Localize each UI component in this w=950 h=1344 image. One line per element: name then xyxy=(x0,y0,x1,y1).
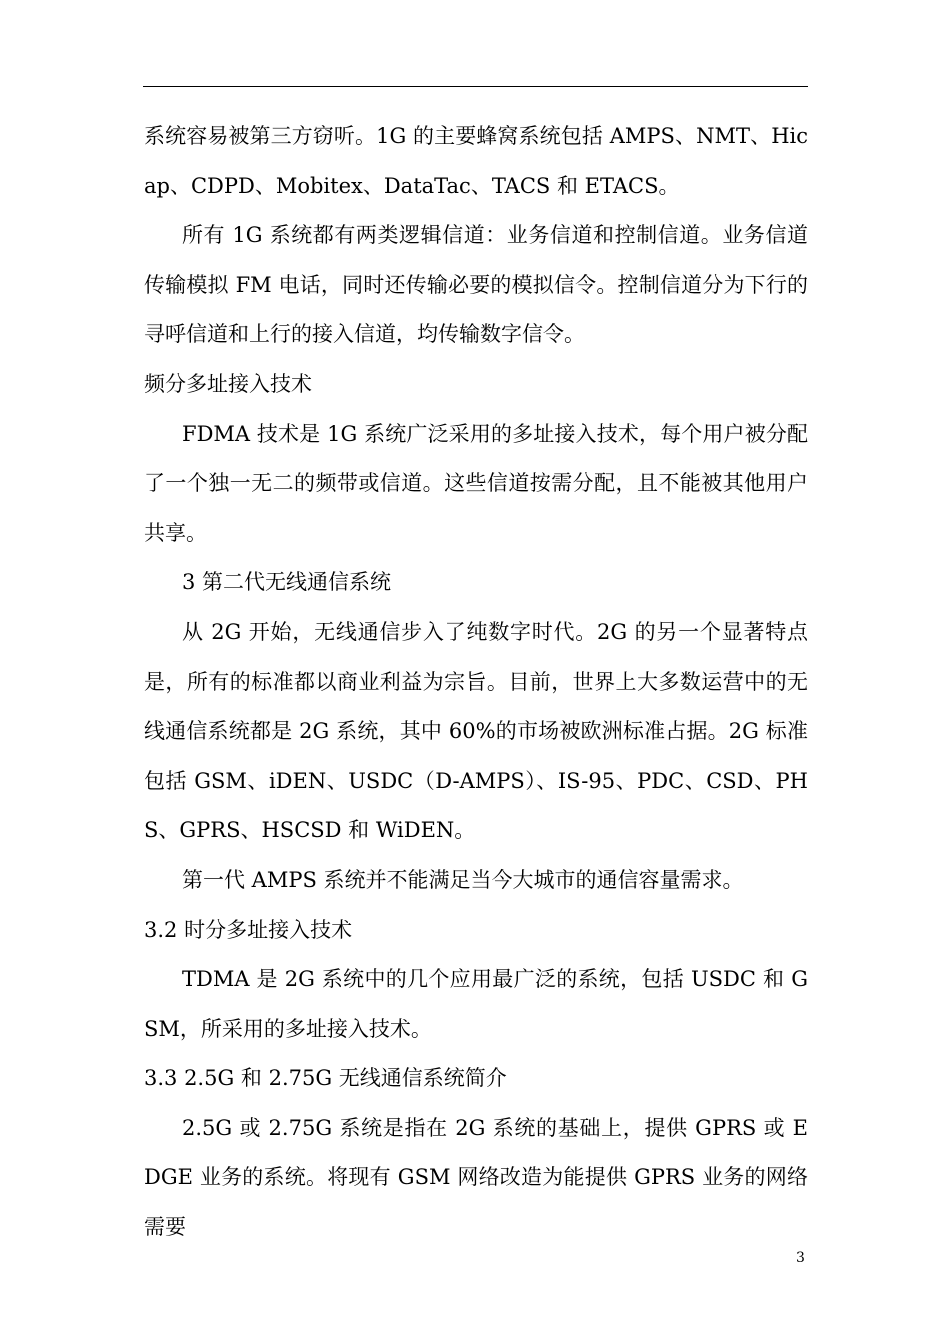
heading-section-3-2: 3.2 时分多址接入技术 xyxy=(144,917,353,942)
document-body xyxy=(144,112,808,1253)
page-number: 3 xyxy=(796,1250,805,1266)
heading-section-3: 3 第二代无线通信系统 xyxy=(182,570,392,595)
heading-fdma: 频分多址接入技术 xyxy=(144,371,312,396)
heading-section-3-3: 3.3 2.5G 和 2.75G 无线通信系统简介 xyxy=(144,1066,507,1091)
paragraph-tdma: TDMA 是 2G 系统中的几个应用最广泛的系统，包括 USDC 和 GSM，所采用的多址接入技术。 xyxy=(144,967,808,1041)
paragraph-2g-intro: 从 2G 开始，无线通信步入了纯数字时代。2G 的另一个显著特点是，所有的标准都以商业利益为宗旨。目前，世界上大多数运营中的无线通信系统都是 2G 系统，其中 60%的市场被欧洲标准占据。2G 标准包括 GSM、iDEN、USDC（D-AMPS）、IS-95、PDC、CSD、PHS、GPRS、HSCSD 和 WiDEN。 xyxy=(144,619,808,843)
header-rule xyxy=(143,86,808,87)
paragraph-fdma: FDMA 技术是 1G 系统广泛采用的多址接入技术，每个用户被分配了一个独一无二的频带或信道。这些信道按需分配，且不能被其他用户共享。 xyxy=(144,421,808,545)
paragraph-2-5g: 2.5G 或 2.75G 系统是指在 2G 系统的基础上，提供 GPRS 或 EDGE 业务的系统。将现有 GSM 网络改造为能提供 GPRS 业务的网络需要 xyxy=(144,1115,808,1240)
paragraph-amps-capacity: 第一代 AMPS 系统并不能满足当今大城市的通信容量需求。 xyxy=(182,867,744,892)
paragraph-1g-systems: 系统容易被第三方窃听。1G 的主要蜂窝系统包括 AMPS、NMT、Hicap、CDPD、Mobitex、DataTac、TACS 和 ETACS。 xyxy=(144,124,808,198)
paragraph-logical-channels: 所有 1G 系统都有两类逻辑信道：业务信道和控制信道。业务信道传输模拟 FM 电话，同时还传输必要的模拟信令。控制信道分为下行的寻呼信道和上行的接入信道，均传输数字信令。 xyxy=(144,223,808,347)
